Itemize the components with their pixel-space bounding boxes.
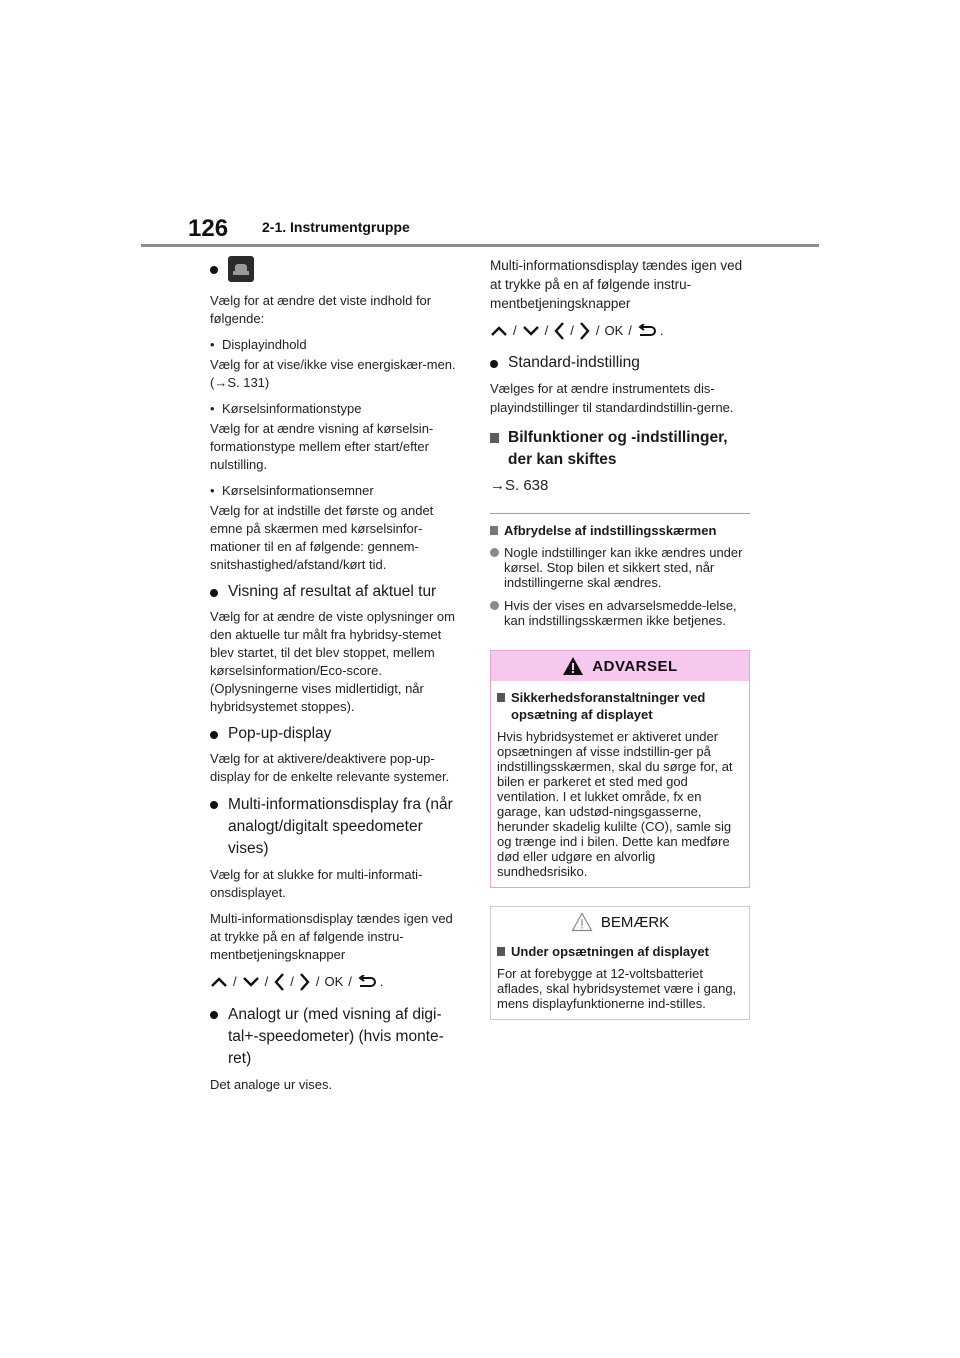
back-arrow-icon [637,324,657,338]
left-column [210,256,464,1102]
bullet-text: Det analoge ur vises. [210,1077,333,1092]
back-arrow-icon [357,975,377,989]
ok-key: OK [604,323,624,338]
bullet-heading: Pop-up-display [210,724,464,744]
list-item: • Displayindhold [210,337,307,352]
bullet-dot [210,589,218,597]
continued-text: Multi-informationsdisplay tændes igen ved at trykke på en af følgende instru-mentbetjeningsknapper [490,258,743,311]
page-reference: →S. 638 [490,477,549,494]
bullet-text: Vælg for at aktivere/deaktivere pop-up-display for de enkelte relevante systemer. [210,751,450,784]
page-number: 126 [188,215,229,242]
list-item: • Kørselsinformationstype [210,401,362,416]
square-heading: Bilfunktioner og -indstillinger, der kan skiftes [490,427,750,471]
intro-text: Vælg for at ændre det viste indhold for følgende: [210,293,432,326]
note-header [491,907,749,937]
bullet-heading: Standard-indstilling [490,353,750,373]
square-marker [490,526,498,535]
list-item: • Kørselsinformationsemner [210,483,374,498]
divider [490,513,750,514]
warning-triangle-icon [562,656,584,676]
chevron-up-icon [490,325,508,337]
warning-heading: Sikkerhedsforanstaltninger ved opsætning af displayet [497,689,743,723]
control-buttons: / / / / OK / . [490,321,750,341]
square-marker [497,693,505,702]
list-item-text: Vælg for at ændre visning af kørselsin-formationstype mellem efter start/efter nulstilling. [210,421,434,472]
section-title: 2-1. Instrumentgruppe [262,219,410,235]
note-box [490,906,750,1020]
caution-triangle-icon [571,912,593,932]
chevron-left-icon [273,972,285,992]
square-marker [490,433,499,443]
bullet-text: Vælges for at ændre instrumentets dis-playindstillinger til standardindstillin-gerne. [490,381,734,415]
warning-header [491,651,749,681]
list-item-text: Vælg for at indstille det første og andet emne på skærmen med kørselsinfor-mationer til en af følgende: gennem-snitshastighed/afstand/kørt tid. [210,503,434,572]
ok-key: OK [324,974,344,989]
bullet-heading: Visning af resultat af aktuel tur [210,582,464,602]
page-header [141,211,819,247]
bullet-heading: Multi-informationsdisplay fra (når analogt/digitalt speedometer vises) [210,794,464,860]
bullet-dot [490,360,498,368]
chevron-up-icon [210,976,228,988]
note-title: BEMÆRK [600,913,670,931]
circle-marker [490,601,499,610]
right-column [490,256,750,1020]
sub-heading: Afbrydelse af indstillingsskærmen [490,522,750,539]
chevron-left-icon [553,321,565,341]
warning-title: ADVARSEL [592,657,678,675]
circle-marker [490,548,499,557]
warning-box [490,650,750,888]
control-buttons: / / / / OK / . [210,972,464,992]
bullet-dot [210,801,218,809]
header-rule [141,244,819,247]
bullet-text: Multi-informationsdisplay tændes igen ved at trykke på en af følgende instru-mentbetjeningsknapper [210,911,453,962]
chevron-right-icon [299,972,311,992]
car-settings-icon [228,256,254,282]
list-item: Hvis der vises en advarselsmedde-lelse, kan indstillingsskærmen ikke betjenes. [490,598,750,628]
bullet-heading: Analogt ur (med visning af digi-tal+-speedometer) (hvis monte-ret) [210,1004,464,1070]
chevron-right-icon [579,321,591,341]
note-text: For at forebygge at 12-voltsbatteriet aflades, skal hybridsystemet være i gang, mens displayfunktionerne ind-stilles. [497,966,737,1011]
bullet-dot [210,266,218,274]
bullet-text: Vælg for at slukke for multi-informati-onsdisplayet. [210,867,423,900]
bullet-dot [210,1011,218,1019]
chevron-down-icon [522,325,540,337]
bullet-dot [210,731,218,739]
chevron-down-icon [242,976,260,988]
note-heading: Under opsætningen af displayet [497,943,743,960]
bullet-text: Vælg for at ændre de viste oplysninger om den aktuelle tur målt fra hybridsy-stemet blev startet, til det blev stoppet, mellem kørselsinformation/Eco-score. (Oplysningerne vises midlertidigt, når hybridsystemet stoppes). [210,609,455,714]
bullet-car-icon [210,256,464,282]
list-item: Nogle indstillinger kan ikke ændres under kørsel. Stop bilen et sikkert sted, når indstillingerne skal ændres. [490,545,750,590]
list-item-text: Vælg for at vise/ikke vise energiskær-men. (→S. 131) [210,357,456,390]
warning-text: Hvis hybridsystemet er aktiveret under opsætningen af visse indstillin-ger på indstillingsskærmen, skal du sørge for, at bilen er parkeret et sted med god ventilation. I et lukket område, fx en garage, kan udstød-ningsgasserne, herunder skadelig kulilte (CO), samle sig og trænge ind i bilen. Dette kan medføre død eller udgøre en alvorlig sundhedsrisiko. [497,729,733,879]
square-marker [497,947,505,956]
